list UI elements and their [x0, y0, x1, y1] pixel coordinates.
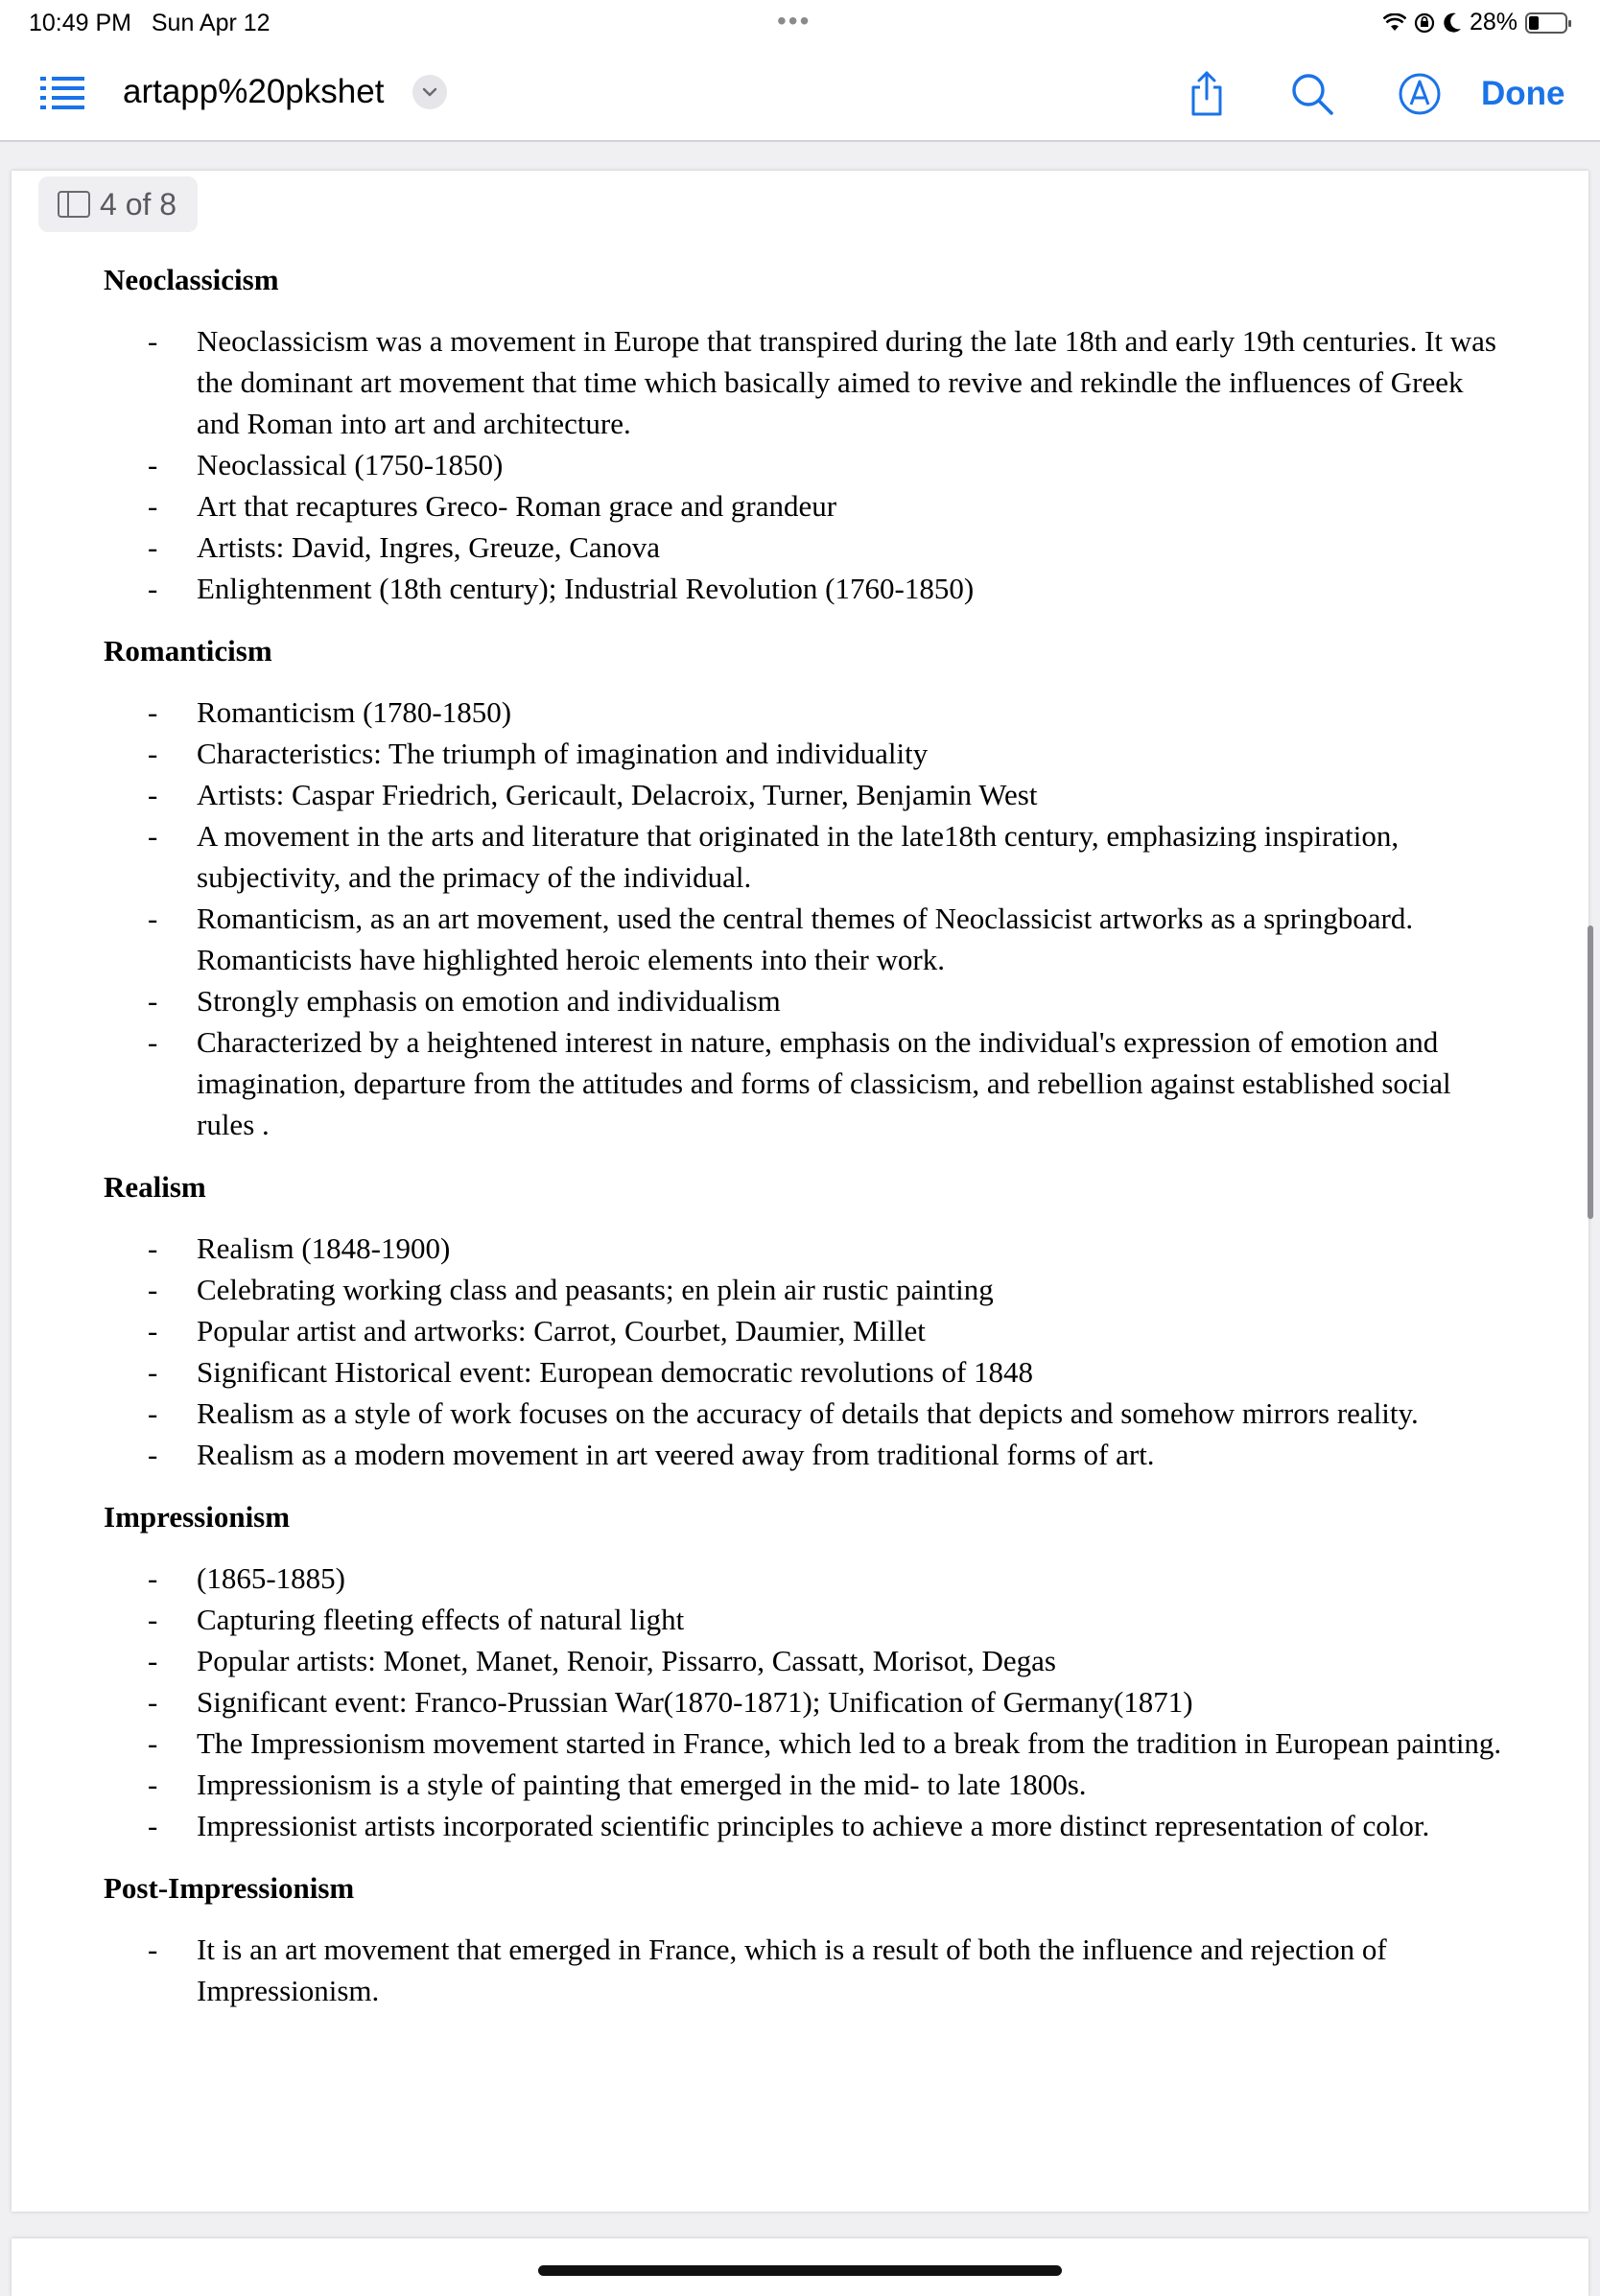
- bullet-dash: -: [148, 902, 158, 935]
- list-item-text: Neoclassical (1750-1850): [197, 448, 504, 481]
- bullet-dash: -: [148, 1314, 158, 1347]
- list-item-text: Strongly emphasis on emotion and individualism: [197, 984, 781, 1018]
- bullet-dash: -: [148, 489, 158, 523]
- list-item-text: Realism as a modern movement in art veered away from traditional forms of art.: [197, 1438, 1155, 1471]
- bullet-dash: -: [148, 530, 158, 564]
- list-item-text: Characteristics: The triumph of imagination and individuality: [197, 737, 929, 770]
- bullet-dash: -: [148, 1396, 158, 1430]
- page-indicator-text: 4 of 8: [100, 186, 177, 222]
- list-item-text: Impressionism is a style of painting that emerged in the mid- to late 1800s.: [197, 1768, 1087, 1801]
- moon-icon: [1443, 12, 1462, 34]
- list-item: [104, 1021, 1504, 1145]
- list-item-text: Significant event: Franco-Prussian War(1870-1871); Unification of Germany(1871): [197, 1685, 1193, 1719]
- page-thumbnail-icon: [58, 191, 90, 218]
- title-menu-chevron-icon[interactable]: [412, 75, 447, 109]
- section-heading: Realism: [104, 1170, 206, 1204]
- document-content: [104, 259, 1504, 2032]
- markup-icon[interactable]: [1393, 67, 1447, 121]
- status-time-text: 10:49 PM: [29, 10, 132, 36]
- status-time: [29, 10, 271, 37]
- list-item: [104, 568, 1504, 609]
- list-item-text: Popular artist and artworks: Carrot, Courbet, Daumier, Millet: [197, 1314, 926, 1347]
- bullet-list: [104, 1228, 1504, 1475]
- list-item-text: Art that recaptures Greco- Roman grace and grandeur: [197, 489, 837, 523]
- list-item: [104, 733, 1504, 774]
- orientation-lock-icon: [1414, 12, 1435, 34]
- list-item: [104, 1228, 1504, 1269]
- bullet-dash: -: [148, 1933, 158, 1966]
- list-item: [104, 1764, 1504, 1805]
- bullet-list: [104, 691, 1504, 1145]
- scrollbar[interactable]: [1588, 925, 1593, 1219]
- list-item-text: (1865-1885): [197, 1561, 345, 1595]
- bullet-list: [104, 320, 1504, 609]
- bullet-dash: -: [148, 1231, 158, 1265]
- search-icon[interactable]: [1285, 67, 1339, 121]
- done-button[interactable]: Done: [1481, 75, 1565, 112]
- list-item: [104, 1599, 1504, 1640]
- list-item: [104, 1351, 1504, 1393]
- list-item: [104, 815, 1504, 898]
- list-item: [104, 1805, 1504, 1846]
- list-item: [104, 1640, 1504, 1681]
- bullet-dash: -: [148, 1355, 158, 1389]
- list-item: [104, 1434, 1504, 1475]
- list-item-text: Realism as a style of work focuses on the accuracy of details that depicts and somehow mirrors reality.: [197, 1396, 1419, 1430]
- home-indicator[interactable]: [538, 2265, 1062, 2276]
- list-item-text: Popular artists: Monet, Manet, Renoir, Pissarro, Cassatt, Morisot, Degas: [197, 1644, 1056, 1677]
- list-item-text: Neoclassicism was a movement in Europe that transpired during the late 18th and early 19th centuries. It was the dominant art movement that time which basically aimed to revive and rekindle the influences of Greek and Roman into art and architecture.: [197, 324, 1496, 440]
- list-item-text: Characterized by a heightened interest in nature, emphasis on the individual's expression of emotion and imagination, departure from the attitudes and forms of classicism, and rebellion against established social rules .: [197, 1025, 1451, 1141]
- toolbar: [0, 46, 1600, 142]
- list-item: [104, 1310, 1504, 1351]
- list-item: [104, 774, 1504, 815]
- bullet-dash: -: [148, 1025, 158, 1059]
- list-item-text: Realism (1848-1900): [197, 1231, 451, 1265]
- bullet-list: [104, 1929, 1504, 2011]
- bullet-dash: -: [148, 984, 158, 1018]
- bullet-dash: -: [148, 778, 158, 811]
- list-item-text: Impressionist artists incorporated scientific principles to achieve a more distinct representation of color.: [197, 1809, 1430, 1842]
- section-heading: Neoclassicism: [104, 263, 279, 296]
- battery-fill: [1529, 16, 1539, 30]
- wifi-icon: [1383, 13, 1406, 33]
- bullet-dash: -: [148, 737, 158, 770]
- battery-percent: 28%: [1469, 9, 1518, 35]
- list-item-text: Artists: Caspar Friedrich, Gericault, Delacroix, Turner, Benjamin West: [197, 778, 1038, 811]
- list-item: [104, 485, 1504, 527]
- list-item: [104, 980, 1504, 1021]
- bullet-dash: -: [148, 324, 158, 358]
- list-item-text: Romanticism, as an art movement, used the central themes of Neoclassicist artworks as a springboard. Romanticists have highlighted heroic elements into their work.: [197, 902, 1414, 976]
- outline-list-icon[interactable]: [40, 75, 84, 113]
- list-item-text: Enlightenment (18th century); Industrial Revolution (1760-1850): [197, 572, 975, 605]
- list-item: [104, 527, 1504, 568]
- multitasking-dots-icon[interactable]: •••: [777, 6, 812, 35]
- list-item: [104, 1681, 1504, 1722]
- section-heading: Romanticism: [104, 634, 272, 668]
- list-item: [104, 1722, 1504, 1764]
- bullet-dash: -: [148, 572, 158, 605]
- bullet-dash: -: [148, 1768, 158, 1801]
- battery-icon: [1525, 12, 1567, 34]
- list-item-text: Artists: David, Ingres, Greuze, Canova: [197, 530, 660, 564]
- list-item-text: Capturing fleeting effects of natural light: [197, 1603, 685, 1636]
- list-item-text: A movement in the arts and literature that originated in the late18th century, emphasizing inspiration, subjectivity, and the primacy of the individual.: [197, 819, 1400, 894]
- bullet-dash: -: [148, 1644, 158, 1677]
- document-title[interactable]: artapp%20pkshet: [123, 73, 385, 110]
- share-icon[interactable]: [1180, 67, 1234, 121]
- list-item: [104, 444, 1504, 485]
- bullet-dash: -: [148, 1726, 158, 1760]
- bullet-dash: -: [148, 1438, 158, 1471]
- bullet-dash: -: [148, 448, 158, 481]
- section-heading: Post-Impressionism: [104, 1871, 355, 1905]
- bullet-dash: -: [148, 695, 158, 729]
- list-item: [104, 1929, 1504, 2011]
- bullet-dash: -: [148, 1561, 158, 1595]
- list-item: [104, 691, 1504, 733]
- list-item: [104, 1269, 1504, 1310]
- status-right: [1383, 9, 1567, 36]
- status-date-text: Sun Apr 12: [151, 10, 271, 36]
- list-item-text: Celebrating working class and peasants; en plein air rustic painting: [197, 1273, 994, 1306]
- bullet-dash: -: [148, 1685, 158, 1719]
- section-heading: Impressionism: [104, 1500, 291, 1534]
- status-bar: [0, 0, 1600, 46]
- list-item-text: Romanticism (1780-1850): [197, 695, 512, 729]
- list-item-text: Significant Historical event: European democratic revolutions of 1848: [197, 1355, 1034, 1389]
- list-item: [104, 1393, 1504, 1434]
- list-item: [104, 320, 1504, 444]
- list-item-text: It is an art movement that emerged in France, which is a result of both the influence and rejection of Impressionism.: [197, 1933, 1387, 2007]
- bullet-dash: -: [148, 819, 158, 853]
- list-item: [104, 898, 1504, 980]
- list-item: [104, 1558, 1504, 1599]
- bullet-dash: -: [148, 1809, 158, 1842]
- bullet-dash: -: [148, 1273, 158, 1306]
- page-indicator: [38, 176, 198, 232]
- bullet-list: [104, 1558, 1504, 1846]
- bullet-dash: -: [148, 1603, 158, 1636]
- list-item-text: The Impressionism movement started in France, which led to a break from the tradition in European painting.: [197, 1726, 1502, 1760]
